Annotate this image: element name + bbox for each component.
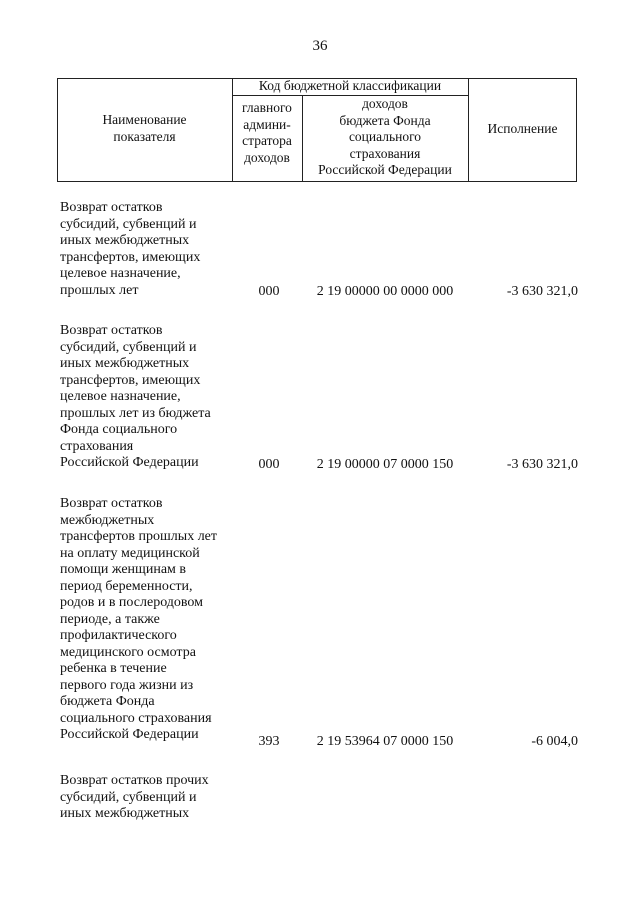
table-row	[0, 496, 640, 750]
table-header	[57, 78, 577, 182]
row-execution-value: -3 630 321,0	[506, 456, 578, 472]
header-execution: Исполнение	[487, 121, 558, 136]
row-name: Возврат остатков субсидий, субвенций и иных межбюджетных трансфертов, имеющих целевое назначение, прошлых лет	[60, 200, 201, 298]
header-income-code: доходов бюджета Фонда социального страхования Российской Федерации	[318, 96, 452, 177]
row-admin-code: 000	[258, 283, 280, 299]
row-admin-code: 000	[258, 456, 280, 472]
row-execution-value: -6 004,0	[531, 733, 578, 749]
row-name: Возврат остатков межбюджетных трансфертов прошлых лет на оплату медицинской помощи женщинам в период беременности, родов и в послеродовом периоде, а также профилактического медицинского осмотра ребенка в течение первого года жизни из бюджета Фонда социального страхования Российской Федерации	[60, 496, 218, 742]
table-row	[0, 773, 640, 825]
row-execution-value: -3 630 321,0	[506, 283, 578, 299]
table-row	[0, 200, 640, 300]
row-name: Возврат остатков субсидий, субвенций и иных межбюджетных трансфертов, имеющих целевое назначение, прошлых лет из бюджета Фонда социального страхования Российской Федерации	[60, 323, 211, 470]
row-name: Возврат остатков прочих субсидий, субвенций и иных межбюджетных	[60, 773, 209, 821]
table-row	[0, 323, 640, 473]
row-income-code: 2 19 53964 07 0000 150	[316, 733, 454, 749]
header-code-group: Код бюджетной классификации	[258, 78, 442, 93]
header-admin: главного админи- стратора доходов	[242, 100, 292, 165]
header-bottom-border	[57, 181, 577, 182]
header-name: Наименование показателя	[102, 112, 187, 144]
row-admin-code: 393	[258, 733, 280, 749]
row-income-code: 2 19 00000 07 0000 150	[316, 456, 454, 472]
page-number: 36	[312, 38, 328, 54]
row-income-code: 2 19 00000 00 0000 000	[316, 283, 454, 299]
